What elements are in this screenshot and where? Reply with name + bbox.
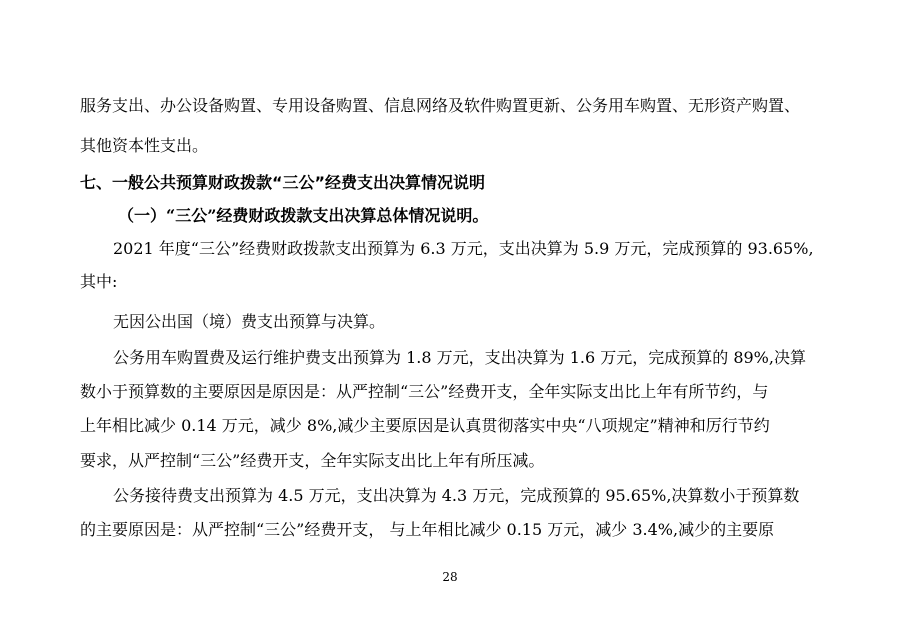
paragraph-line: 公务用车购置费及运行维护费支出预算为 1.8 万元，支出决算为 1.6 万元，完成预算的 89%,决算: [113, 348, 806, 367]
page-number: 28: [442, 570, 458, 584]
paragraph-line: 2021 年度“三公”经费财政拨款支出预算为 6.3 万元，支出决算为 5.9 万元，完成预算的 93.65%,: [113, 239, 814, 258]
subsection-heading: （一）“三公”经费财政拨款支出决算总体情况说明。: [118, 206, 489, 225]
paragraph-line: 无因公出国（境）费支出预算与决算。: [113, 312, 386, 331]
paragraph-line: 数小于预算数的主要原因是原因是：从严控制“三公”经费开支，全年实际支出比上年有所节约，与: [80, 382, 769, 401]
section-heading: 七、一般公共预算财政拨款“三公”经费支出决算情况说明: [80, 173, 486, 192]
paragraph-line: 其中:: [80, 272, 118, 291]
paragraph-line: 的主要原因是：从严控制“三公”经费开支， 与上年相比减少 0.15 万元，减少 3.4%,减少的主要原: [80, 520, 775, 539]
paragraph-line: 公务接待费支出预算为 4.5 万元，支出决算为 4.3 万元，完成预算的 95.65%,决算数小于预算数: [113, 486, 800, 505]
paragraph-line: 其他资本性支出。: [80, 136, 209, 155]
paragraph-line: 服务支出、办公设备购置、专用设备购置、信息网络及软件购置更新、公务用车购置、无形资产购置、: [80, 96, 801, 115]
paragraph-line: 上年相比减少 0.14 万元，减少 8%,减少主要原因是认真贯彻落实中央“八项规定”精神和厉行节约: [80, 416, 770, 435]
paragraph-line: 要求，从严控制“三公”经费开支，全年实际支出比上年有所压减。: [80, 451, 545, 470]
